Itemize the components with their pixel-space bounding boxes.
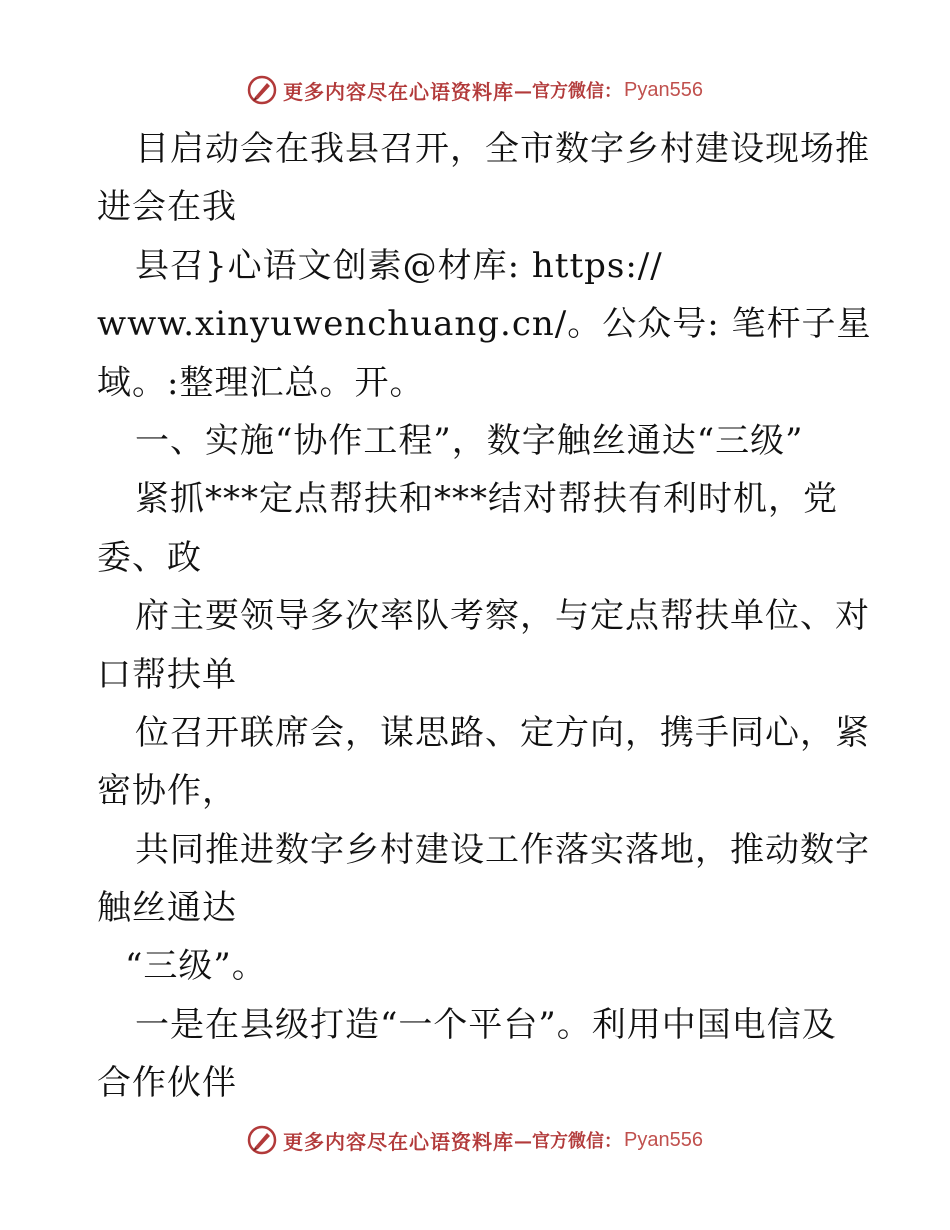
text-line: 合作伙伴 <box>97 1063 237 1104</box>
text-line: www.xinyuwenchuang.cn/。公众号: 笔杆子星 <box>97 304 872 345</box>
text-line: “三级”。 <box>125 946 267 987</box>
text-line: 县召}心语文创素@材库: https:// <box>135 245 663 286</box>
text-line: 域。:整理汇总。开。 <box>97 362 425 403</box>
text-line: 目启动会在我县召开，全市数字乡村建设现场推 <box>135 129 870 169</box>
banner-wechat-id: Pyan556 <box>624 78 703 101</box>
text-line: 府主要领导多次率队考察，与定点帮扶单位、对 <box>135 596 870 637</box>
banner-title: 更多内容尽在心语资料库 <box>283 1129 515 1154</box>
pen-emblem-icon <box>247 1125 277 1155</box>
text-line: 密协作， <box>97 771 237 812</box>
section-heading: 一、实施“协作工程”，数字触丝通达“三级” <box>135 420 804 461</box>
banner-wechat-id: Pyan556 <box>624 1128 703 1151</box>
text-line: 紧抓***定点帮扶和***结对帮扶有利时机，党 <box>135 479 838 520</box>
text-line: 进会在我 <box>97 187 237 228</box>
text-line: 触丝通达 <box>97 888 237 929</box>
text-line: 位召开联席会，谋思路、定方向，携手同心，紧 <box>135 712 870 753</box>
pen-emblem-icon <box>247 75 277 105</box>
text-line: 共同推进数字乡村建设工作落实落地，推动数字 <box>135 829 870 870</box>
text-line: 委、政 <box>97 537 202 578</box>
footer-banner <box>0 1120 950 1160</box>
text-line: 一是在县级打造“一个平台”。利用中国电信及 <box>135 1004 837 1045</box>
document-body <box>97 120 872 1113</box>
text-line: 口帮扶单 <box>97 654 237 695</box>
banner-wechat-label: —官方微信： <box>514 1131 623 1152</box>
banner-wechat-label: —官方微信： <box>514 81 623 102</box>
banner-title: 更多内容尽在心语资料库 <box>283 79 515 104</box>
header-banner <box>0 70 950 110</box>
